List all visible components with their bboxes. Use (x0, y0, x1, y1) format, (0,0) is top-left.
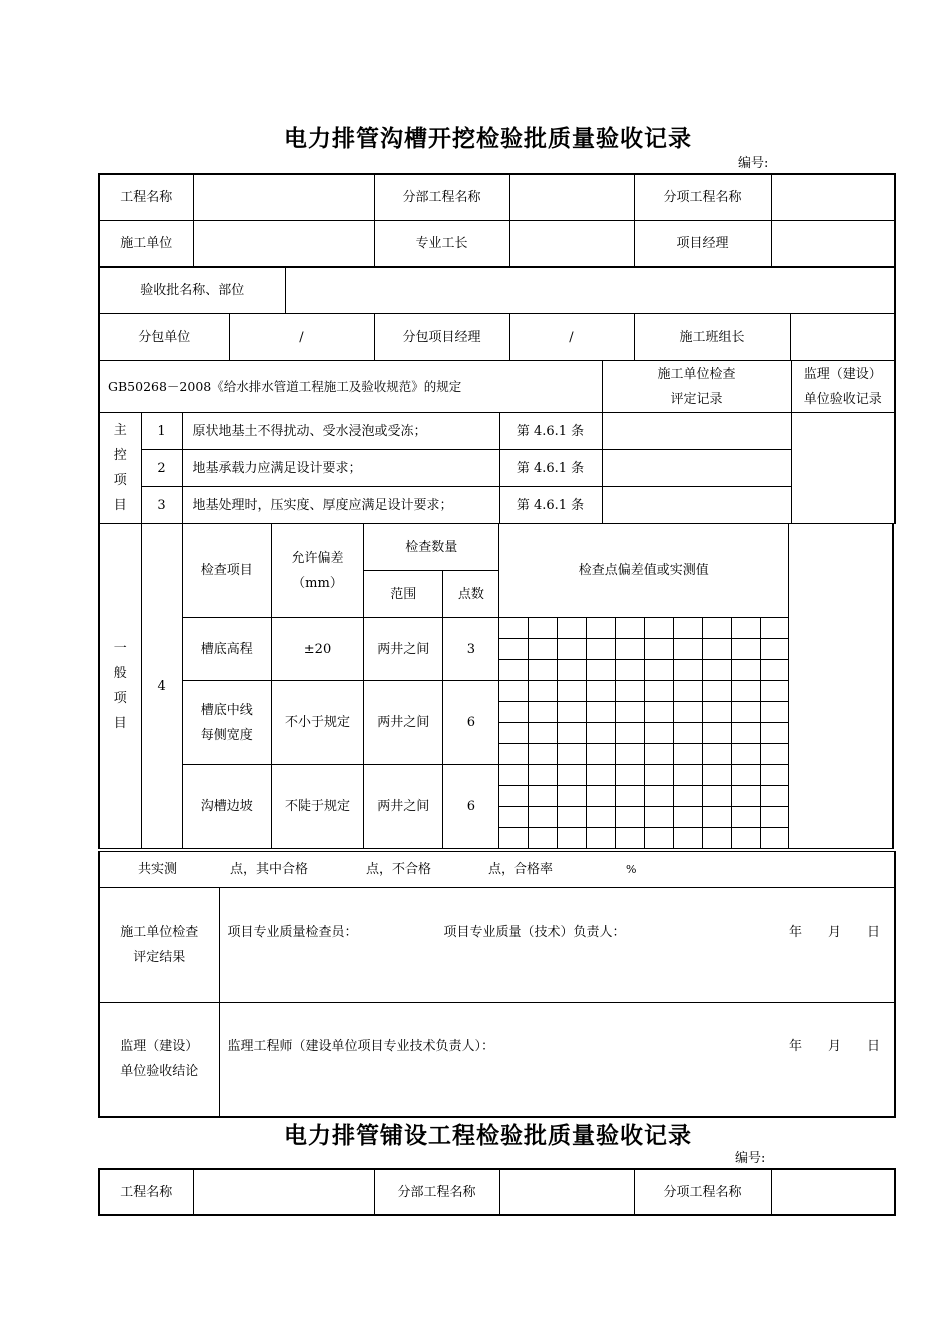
check-record-line1: 施工单位检查 (657, 366, 736, 382)
measure-cell[interactable] (557, 639, 586, 660)
measure-cell[interactable] (644, 786, 673, 807)
general-label-char: 一 (113, 641, 127, 656)
measure-cell[interactable] (702, 702, 731, 723)
form1-header-table (98, 173, 896, 268)
measure-cell[interactable] (673, 618, 702, 639)
measure-cell[interactable] (615, 618, 644, 639)
item-project-name-label: 分项工程名称 (634, 174, 771, 220)
measure-cell[interactable] (528, 807, 557, 828)
measure-cell[interactable] (586, 723, 615, 744)
batch-name-label: 验收批名称、部位 (99, 267, 285, 314)
measure-cell[interactable] (731, 828, 760, 849)
result-content[interactable] (219, 888, 895, 1003)
measure-cell[interactable] (731, 765, 760, 786)
supervisor-line1: 监理（建设） (803, 366, 882, 382)
measure-cell[interactable] (731, 681, 760, 702)
form1-main-table (98, 360, 896, 524)
sub-pm-label: 分包项目经理 (374, 314, 509, 361)
measure-cell[interactable] (644, 828, 673, 849)
measure-cell[interactable] (615, 702, 644, 723)
form1-doc-no-label: 编号: (738, 156, 769, 171)
measure-cell[interactable] (644, 723, 673, 744)
main-label-char: 目 (113, 498, 127, 513)
measure-cell[interactable] (528, 744, 557, 765)
construction-unit-label: 施工单位 (99, 220, 193, 267)
range-header: 范围 (364, 571, 443, 618)
result-label-line1: 施工单位检查 (120, 925, 199, 940)
measure-cell[interactable] (557, 828, 586, 849)
measure-cell[interactable] (615, 660, 644, 681)
measure-cell[interactable] (761, 639, 789, 660)
measure-cell[interactable] (499, 660, 528, 681)
foreman-value[interactable] (509, 220, 634, 267)
sub-project-name-value[interactable] (509, 174, 634, 220)
measure-cell[interactable] (731, 723, 760, 744)
summary-c: 点，不合格 (366, 862, 432, 877)
conclusion-date: 年 月 日 (789, 1039, 881, 1055)
measure-cell[interactable] (557, 618, 586, 639)
measure-cell[interactable] (586, 618, 615, 639)
main-item-text: 地基处理时，压实度、厚度应满足设计要求； (182, 487, 499, 524)
subcontractor-value: / (229, 314, 374, 361)
measure-cell[interactable] (702, 744, 731, 765)
general-label-char: 般 (113, 666, 127, 681)
measure-cell[interactable] (761, 681, 789, 702)
measure-cell[interactable] (528, 765, 557, 786)
measure-cell[interactable] (761, 702, 789, 723)
measure-cell[interactable] (499, 618, 528, 639)
engineer-label: 监理工程师（建设单位项目专业技术负责人）： (227, 1039, 495, 1055)
measure-cell[interactable] (761, 744, 789, 765)
supervisor-line2: 单位验收记录 (803, 391, 882, 407)
form2-title: 电力排管铺设工程检验批质量验收记录 (284, 1122, 692, 1149)
general-row-range: 两井之间 (364, 681, 443, 765)
conclusion-label (99, 1003, 219, 1117)
measure-cell[interactable] (499, 828, 528, 849)
tolerance-line2: （mm） (292, 575, 343, 591)
project-manager-label: 项目经理 (634, 220, 771, 267)
measure-cell[interactable] (499, 807, 528, 828)
measure-cell[interactable] (644, 639, 673, 660)
measure-cell[interactable] (702, 786, 731, 807)
form2-header-table (98, 1168, 896, 1216)
team-leader-value[interactable] (790, 314, 895, 361)
general-row-tolerance: 不小于规定 (271, 681, 363, 765)
measure-cell[interactable] (673, 639, 702, 660)
measure-cell[interactable] (761, 828, 789, 849)
measure-cell[interactable] (644, 807, 673, 828)
measure-cell[interactable] (528, 660, 557, 681)
measure-cell[interactable] (761, 660, 789, 681)
team-leader-label: 施工班组长 (634, 314, 790, 361)
measure-cell[interactable] (615, 807, 644, 828)
summary-line (99, 852, 895, 888)
summary-a: 共实测 (138, 862, 178, 877)
main-label-char: 控 (113, 448, 127, 463)
main-item-no: 3 (141, 487, 182, 524)
supervisor-header (791, 361, 895, 413)
measured-header: 检查点偏差值或实测值 (499, 524, 789, 618)
measure-cell[interactable] (731, 702, 760, 723)
form2-sub-project-name-label: 分部工程名称 (374, 1169, 499, 1215)
check-item-header: 检查项目 (182, 524, 271, 618)
general-row-item: 沟槽边坡 (182, 765, 271, 849)
measure-cell[interactable] (644, 765, 673, 786)
measure-cell[interactable] (528, 702, 557, 723)
measure-cell[interactable] (557, 807, 586, 828)
construction-unit-value[interactable] (193, 220, 374, 267)
measure-cell[interactable] (557, 702, 586, 723)
conclusion-label-line1: 监理（建设） (120, 1039, 199, 1055)
main-item-check[interactable] (602, 487, 791, 524)
general-row-tolerance: 不陡于规定 (271, 765, 363, 849)
measure-cell[interactable] (557, 744, 586, 765)
form1-general-table (98, 523, 894, 849)
measure-cell[interactable] (557, 786, 586, 807)
general-items-label (99, 524, 141, 849)
measure-cell[interactable] (761, 618, 789, 639)
measure-cell[interactable] (528, 681, 557, 702)
measure-cell[interactable] (673, 807, 702, 828)
form2-doc-no-label: 编号: (735, 1151, 766, 1166)
summary-d: 点，合格率 (488, 862, 554, 877)
measure-cell[interactable] (644, 744, 673, 765)
batch-name-value[interactable] (285, 267, 895, 314)
main-item-clause: 第 4.6.1 条 (499, 450, 602, 487)
conclusion-label-line2: 单位验收结论 (120, 1064, 199, 1080)
general-row-item: 槽底高程 (182, 618, 271, 681)
measure-cell[interactable] (731, 660, 760, 681)
measure-cell[interactable] (644, 618, 673, 639)
main-item-text: 地基承载力应满足设计要求； (182, 450, 499, 487)
form2-project-name-value[interactable] (193, 1169, 374, 1215)
measure-cell[interactable] (557, 723, 586, 744)
main-item-check[interactable] (602, 413, 791, 450)
form2-project-name-label: 工程名称 (99, 1169, 193, 1215)
measure-cell[interactable] (731, 618, 760, 639)
general-row-points: 6 (443, 681, 499, 765)
check-record-line2: 评定记录 (670, 391, 723, 407)
item-project-name-value[interactable] (771, 174, 895, 220)
main-item-clause: 第 4.6.1 条 (499, 487, 602, 524)
measure-cell[interactable] (528, 639, 557, 660)
measure-cell[interactable] (702, 828, 731, 849)
measure-cell[interactable] (731, 807, 760, 828)
general-row-range: 两井之间 (364, 765, 443, 849)
measure-cell[interactable] (761, 723, 789, 744)
measure-cell[interactable] (702, 765, 731, 786)
general-row-item-line1: 槽底中线 (200, 702, 253, 718)
main-items-label (99, 413, 141, 524)
measure-cell[interactable] (499, 723, 528, 744)
subcontractor-label: 分包单位 (99, 314, 229, 361)
conclusion-content[interactable] (219, 1003, 895, 1117)
measure-cell[interactable] (586, 807, 615, 828)
form2-item-project-name-value[interactable] (771, 1169, 895, 1215)
check-qty-header: 检查数量 (364, 524, 499, 571)
measure-cell[interactable] (673, 702, 702, 723)
measure-cell[interactable] (702, 660, 731, 681)
general-row-points: 3 (443, 618, 499, 681)
form2-sub-project-name-value[interactable] (499, 1169, 634, 1215)
measure-cell[interactable] (499, 744, 528, 765)
measure-cell[interactable] (615, 723, 644, 744)
measure-cell[interactable] (528, 828, 557, 849)
measure-cell[interactable] (673, 786, 702, 807)
measure-cell[interactable] (586, 660, 615, 681)
measure-cell[interactable] (557, 681, 586, 702)
measure-cell[interactable] (528, 618, 557, 639)
measure-cell[interactable] (586, 786, 615, 807)
main-item-no: 1 (141, 413, 182, 450)
measure-cell[interactable] (615, 681, 644, 702)
measure-cell[interactable] (586, 765, 615, 786)
measure-cell[interactable] (586, 639, 615, 660)
measure-cell[interactable] (673, 744, 702, 765)
main-item-no: 2 (141, 450, 182, 487)
measure-cell[interactable] (702, 681, 731, 702)
main-item-clause: 第 4.6.1 条 (499, 413, 602, 450)
measure-cell[interactable] (673, 681, 702, 702)
measure-cell[interactable] (644, 660, 673, 681)
measure-cell[interactable] (586, 828, 615, 849)
general-row-item-line2: 每侧宽度 (200, 727, 253, 743)
measure-cell[interactable] (673, 765, 702, 786)
general-label-char: 目 (113, 716, 127, 731)
main-item-check[interactable] (602, 450, 791, 487)
general-supervisor-record[interactable] (789, 524, 893, 849)
measure-cell[interactable] (615, 744, 644, 765)
measure-cell[interactable] (702, 807, 731, 828)
measure-cell[interactable] (557, 765, 586, 786)
standard-text: GB50268－2008《给水排水管道工程施工及验收规范》的规定 (99, 361, 602, 413)
measure-cell[interactable] (731, 744, 760, 765)
project-name-value[interactable] (193, 174, 374, 220)
sub-pm-value: / (509, 314, 634, 361)
measure-cell[interactable] (615, 786, 644, 807)
measure-cell[interactable] (761, 786, 789, 807)
measure-cell[interactable] (615, 828, 644, 849)
measure-cell[interactable] (731, 786, 760, 807)
measure-cell[interactable] (761, 807, 789, 828)
main-supervisor-record[interactable] (791, 413, 895, 524)
general-row-points: 6 (443, 765, 499, 849)
summary-e: % (626, 863, 637, 876)
measure-cell[interactable] (499, 639, 528, 660)
measure-cell[interactable] (586, 744, 615, 765)
form1-result-table (98, 851, 896, 1118)
general-row-tolerance: ±20 (271, 618, 363, 681)
form1-batch-table (98, 266, 896, 314)
measure-cell[interactable] (673, 723, 702, 744)
main-label-char: 主 (113, 423, 127, 438)
measure-cell[interactable] (499, 786, 528, 807)
measure-cell[interactable] (673, 828, 702, 849)
measure-cell[interactable] (702, 639, 731, 660)
summary-b: 点，其中合格 (230, 862, 309, 877)
measure-cell[interactable] (644, 681, 673, 702)
measure-cell[interactable] (528, 786, 557, 807)
main-label-char: 项 (113, 473, 127, 488)
measure-cell[interactable] (731, 639, 760, 660)
general-item-no: 4 (141, 524, 182, 849)
general-row-range: 两井之间 (364, 618, 443, 681)
measure-cell[interactable] (761, 765, 789, 786)
general-row-item (182, 681, 271, 765)
result-label-line2: 评定结果 (133, 950, 186, 965)
measure-cell[interactable] (586, 702, 615, 723)
measure-cell[interactable] (499, 702, 528, 723)
inspector-label: 项目专业质量检查员： (227, 925, 358, 940)
points-header: 点数 (443, 571, 499, 618)
general-label-char: 项 (113, 691, 127, 706)
form1-sub-table (98, 313, 896, 361)
measure-cell[interactable] (702, 618, 731, 639)
measure-cell[interactable] (673, 660, 702, 681)
measure-cell[interactable] (615, 765, 644, 786)
quality-head-label: 项目专业质量（技术）负责人： (443, 925, 626, 940)
tolerance-header (271, 524, 363, 618)
measure-cell[interactable] (586, 681, 615, 702)
project-name-label: 工程名称 (99, 174, 193, 220)
main-item-text: 原状地基土不得扰动、受水浸泡或受冻； (182, 413, 499, 450)
form2-item-project-name-label: 分项工程名称 (634, 1169, 771, 1215)
measure-cell[interactable] (702, 723, 731, 744)
measure-cell[interactable] (528, 723, 557, 744)
measure-cell[interactable] (644, 702, 673, 723)
tolerance-line1: 允许偏差 (291, 550, 344, 566)
sub-project-name-label: 分部工程名称 (374, 174, 509, 220)
result-label (99, 888, 219, 1003)
measure-cell[interactable] (499, 681, 528, 702)
measure-cell[interactable] (557, 660, 586, 681)
check-record-header (602, 361, 791, 413)
measure-cell[interactable] (615, 639, 644, 660)
measure-cell[interactable] (499, 765, 528, 786)
result-date: 年 月 日 (789, 925, 881, 940)
foreman-label: 专业工长 (374, 220, 509, 267)
form1-title: 电力排管沟槽开挖检验批质量验收记录 (284, 125, 692, 152)
project-manager-value[interactable] (771, 220, 895, 267)
